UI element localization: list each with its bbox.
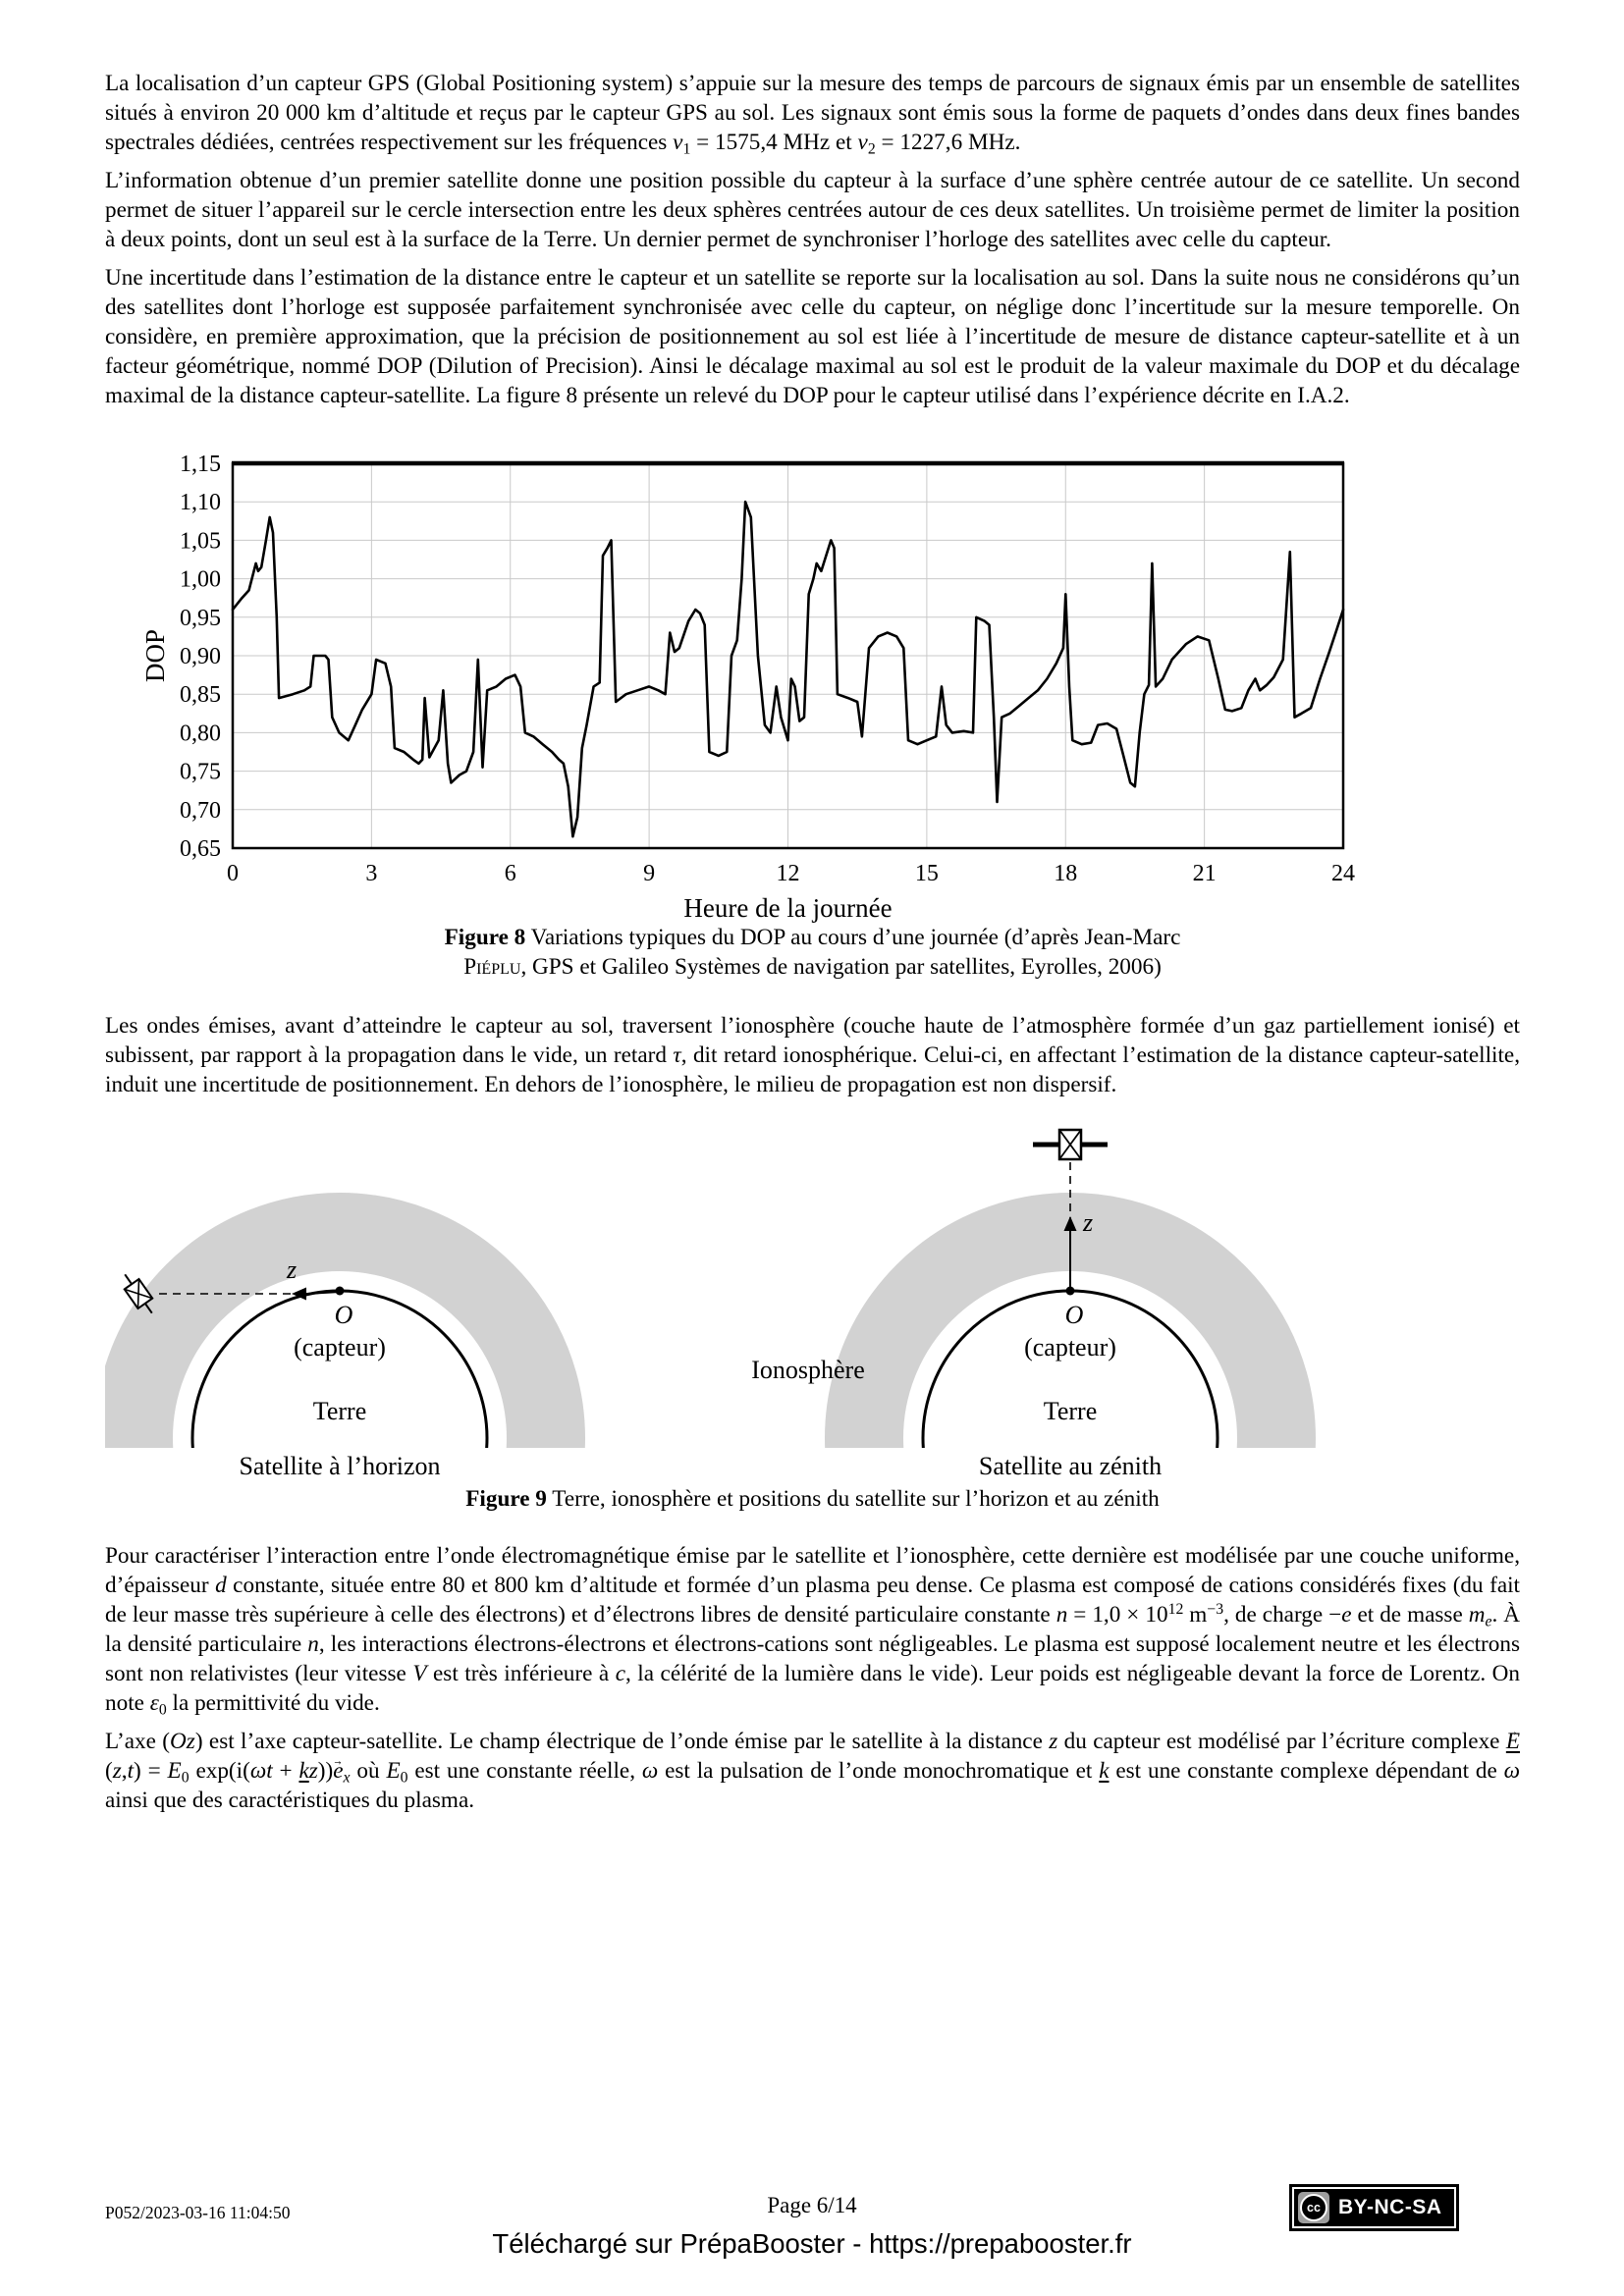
- capteur-label-left: (capteur): [294, 1333, 386, 1362]
- svg-text:1,15: 1,15: [180, 452, 221, 477]
- figure8-caption: [298, 923, 1328, 982]
- svg-text:15: 15: [914, 861, 939, 886]
- svg-text:3: 3: [365, 861, 378, 886]
- cc-license-inner: [1292, 2187, 1456, 2228]
- figure9-diagram: [105, 1115, 1520, 1480]
- capteur-label-right: (capteur): [1024, 1333, 1116, 1362]
- svg-text:1,00: 1,00: [180, 566, 221, 593]
- svg-text:0,65: 0,65: [180, 836, 221, 862]
- origin-label-right: O: [1064, 1301, 1084, 1329]
- cc-logo-icon: [1298, 2192, 1329, 2223]
- origin-point-right: [1066, 1287, 1075, 1296]
- svg-text:1,05: 1,05: [180, 528, 221, 555]
- figure9-block: [105, 1115, 1520, 1514]
- caption-satellite-zenith: Satellite au zénith: [978, 1452, 1163, 1480]
- svg-text:0,90: 0,90: [180, 644, 221, 669]
- satellite-zenith-icon: [1033, 1130, 1108, 1159]
- ionosphere-label: Ionosphère: [751, 1356, 865, 1384]
- terre-label-right: Terre: [1043, 1397, 1098, 1425]
- paragraph-gps-intro: La localisation d’un capteur GPS (Global Positioning system) s’appuie sur la mesure des temps de parcours de signaux émis par un ensemble de satellites situés à environ 20 000 km d’altitude et reçus par le capteur GPS au sol. Les signaux sont émis sous la forme de paquets d’ondes dans deux fines bandes spectrales dédiées, centrées respectivement sur les fréquences ν1 = 1575,4 MHz et ν2 = 1227,6 MHz.: [105, 71, 1520, 158]
- svg-text:24: 24: [1331, 861, 1355, 886]
- svg-text:1,10: 1,10: [180, 490, 221, 516]
- cc-license-badge: [1289, 2184, 1459, 2231]
- page-content: [105, 69, 1520, 1824]
- paragraph-plasma: Pour caractériser l’interaction entre l’onde électromagnétique émise par le satellite et l’ionosphère, cette dernière est modélisée par une couche uniforme, d’épaisseur d constante, située entre 80 et 800 km d’altitude et formée d’un plasma peu dense. Ce plasma est composé de cations considérés fixes (du fait de leur masse très supérieure à celle des électrons) et d’électrons libres de densité particulaire constante $n = 1,0 \times 10^{12}$ $m^{-3}$, de charge −e et de masse me. À la densité particulaire n, les interactions électrons-électrons et électrons-cations sont négligeables. Le plasma est supposé localement neutre et les électrons sont non relativistes (leur vitesse V est très inférieure à c, la célérité de la lumière dans le vide). Leur poids est négligeable devant la force de Lorentz. On note ε0 la permittivité du vide.: [105, 1543, 1521, 1719]
- figure8-caption-line2: Piéplu, GPS et Galileo Systèmes de navigation par satellites, Eyrolles, 2006): [463, 954, 1162, 980]
- svg-text:21: 21: [1192, 861, 1217, 886]
- svg-text:0,85: 0,85: [180, 682, 221, 709]
- figure8-block: [105, 452, 1520, 982]
- page-number: Page 6/14: [767, 2193, 857, 2217]
- svg-text:18: 18: [1054, 861, 1078, 886]
- svg-text:0,80: 0,80: [180, 721, 221, 747]
- svg-text:12: 12: [776, 861, 800, 886]
- figure8-caption-line1: Figure 8 Variations typiques du DOP au cours d’une journée (d’après Jean-Marc: [444, 925, 1181, 950]
- z-label-right: z: [1083, 1208, 1094, 1237]
- cc-license-label: BY-NC-SA: [1338, 2196, 1442, 2218]
- svg-text:0,75: 0,75: [180, 759, 221, 785]
- terre-label-left: Terre: [312, 1397, 367, 1425]
- dop-chart: [135, 452, 1367, 923]
- paragraph-champ-electrique: L’axe (Oz) est l’axe capteur-satellite. Le champ électrique de l’onde émise par le satellite à la distance z du capteur est modélisé par l’écriture complexe → E(z,t) = E0 exp(i(ωt + kz))→ ex où E0 est une constante réelle, ω est la pulsation de l’onde monochromatique et k est une constante complexe dépendant de ω ainsi que des caractéristiques du plasma.: [105, 1727, 1520, 1815]
- svg-text:Heure de la journée: Heure de la journée: [683, 893, 893, 923]
- document-reference: P052/2023-03-16 11:04:50: [105, 2203, 291, 2222]
- svg-text:6: 6: [504, 861, 516, 886]
- svg-text:0: 0: [227, 861, 239, 886]
- caption-satellite-horizon: Satellite à l’horizon: [239, 1452, 441, 1480]
- origin-point-left: [336, 1287, 345, 1296]
- paragraph-spheres: L’information obtenue d’un premier satellite donne une position possible du capteur à la surface d’une sphère centrée autour de ce satellite. Un second permet de situer l’appareil sur le cercle intersection entre les deux sphères centrées autour de ces deux satellites. Un troisième permet de limiter la position à deux points, dont un seul est à la surface de la Terre. Un dernier permet de synchroniser l’horloge des satellites avec celle du capteur.: [105, 168, 1520, 252]
- cc-circle-icon: cc: [1300, 2194, 1327, 2221]
- svg-text:DOP: DOP: [140, 628, 170, 683]
- z-label-left: z: [286, 1255, 298, 1284]
- svg-text:9: 9: [643, 861, 656, 886]
- download-attribution: Téléchargé sur PrépaBooster - https://prepabooster.fr: [492, 2228, 1132, 2259]
- paragraph-ionosphere: Les ondes émises, avant d’atteindre le capteur au sol, traversent l’ionosphère (couche haute de l’atmosphère formée d’un gaz partiellement ionisé) et subissent, par rapport à la propagation dans le vide, un retard τ, dit retard ionosphérique. Celui-ci, en affectant l’estimation de la distance capteur-satellite, induit une incertitude de positionnement. En dehors de l’ionosphère, le milieu de propagation est non dispersif.: [105, 1013, 1521, 1097]
- paragraph-dop: Une incertitude dans l’estimation de la distance entre le capteur et un satellite se reporte sur la localisation au sol. Dans la suite nous ne considérons qu’un des satellites dont l’horloge est supposée parfaitement synchronisée avec celle du capteur, on néglige donc l’incertitude sur la mesure temporelle. On considère, en première approximation, que la précision de positionnement au sol est liée à l’incertitude de mesure de distance capteur-satellite et à un facteur géométrique, nommé DOP (Dilution of Precision). Ainsi le décalage maximal au sol est le produit de la valeur maximale du DOP et du décalage maximal de la distance capteur-satellite. La figure 8 présente un relevé du DOP pour le capteur utilisé dans l’expérience décrite en I.A.2.: [105, 265, 1520, 408]
- figure9-caption: Figure 9 Terre, ionosphère et positions du satellite sur l’horizon et au zénith: [465, 1486, 1160, 1512]
- svg-text:0,95: 0,95: [180, 605, 221, 631]
- origin-label-left: O: [334, 1301, 353, 1329]
- svg-text:0,70: 0,70: [180, 797, 221, 824]
